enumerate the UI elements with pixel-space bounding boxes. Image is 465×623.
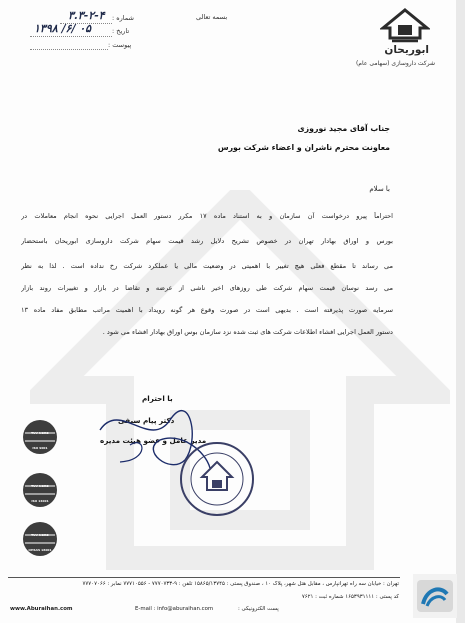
brand-subtitle: شرکت داروسازی (سهامی عام) xyxy=(355,60,435,67)
signatory-title: مدیر عامل و عضو هیئت مدیره xyxy=(100,436,207,445)
footer-divider xyxy=(8,577,400,578)
signatory-name: دکتر پیام سیفی xyxy=(118,416,175,425)
aburaihan-logo-icon xyxy=(380,8,430,48)
brand-name: ابوریحان xyxy=(384,44,429,56)
badge-sub: ISO 9001 xyxy=(32,446,48,450)
footer-postal: کد پستی : ۱۶۵۳۹۳۱۱۱۱ شماره ثبت : ۷۶۲۱ xyxy=(301,594,399,600)
date-label: تاریخ : xyxy=(112,27,130,35)
attachment-label: پیوست : xyxy=(108,41,132,49)
viewer-watermark xyxy=(413,574,457,618)
closing: با احترام xyxy=(142,394,173,403)
recipient-title: معاونت محترم ناشران و اعضاء شرکت بورس xyxy=(217,143,390,152)
number-value: ۳.۳-۲-۴ xyxy=(68,9,105,22)
viewer-logo-icon xyxy=(413,574,457,618)
body-line: احتراماً پیرو درخواست آن سازمان و به استناد ماده ۱۷ مکرر دستور العمل اجرایی نحوه انجام معاملات در xyxy=(21,212,393,220)
date-value: ۱۳۹۸ /۶/ ۰۵ xyxy=(34,22,92,35)
page-edge-shadow xyxy=(456,0,465,623)
body-line: می رسد نوسان قیمت سهام شرکت طی روزهای اخیر ناشی از عرضه و تقاضا در بازار و تغییرات روند بازار xyxy=(21,284,393,292)
badge-sub: OHSAS 18001 xyxy=(28,548,52,552)
company-seal-icon xyxy=(178,440,256,518)
footer-website: www.Aburaihan.com xyxy=(10,606,73,612)
body-line: می رساند تا مقطع فعلی هیچ تغییر با اهمیتی در وضعیت مالی یا عملکرد شرکت رخ نداده است . لذا به نظر xyxy=(21,262,393,270)
date-dots xyxy=(30,36,112,37)
salutation: با سلام xyxy=(369,185,390,193)
body-line: دستور العمل اجرایی افشاء اطلاعات شرکت های ثبت شده نزد سازمان بوس اوراق بهادار افشاء می شود . xyxy=(102,328,393,336)
footer-address: تهران : خیابان سه راه تهرانپارس ، مقابل هتل شهر، پلاک ۱۰ ، صندوق پستی : ۱۵۸۶۵/۱۳۷۴۵ تلفن : ۹-۷۷۷۰۷۳۳ - ۷۷۷۱۰۵۵۶ نمابر : ۷۷۷۰۷۰۶۶ xyxy=(82,581,399,587)
badge-label: TUV NORD xyxy=(31,484,49,488)
basmala: بسمه تعالی xyxy=(196,13,228,21)
body-line: بورس و اوراق بهادار تهران در خصوص تشریح دلایل رشد قیمت سهام شرکت داروسازی ابوریحان باستحضار xyxy=(21,237,393,245)
badge-sub: ISO 14001 xyxy=(31,499,49,503)
number-label: شماره : xyxy=(112,14,134,22)
attachment-dots xyxy=(30,49,108,50)
footer-email-label: پست الکترونیکی : xyxy=(238,606,279,612)
body-line: سرمایه صورت پذیرفته است . بدیهی است در صورت وقوع هر گونه رویداد با اهمیت مراتب مطابق مفاد ماده ۱۳ xyxy=(21,306,393,314)
badge-label: TUV NORD xyxy=(31,431,49,435)
badge-label: TUV NORD xyxy=(31,533,49,537)
recipient-name: جناب آقای مجید نوروزی xyxy=(297,124,390,133)
footer-email: E-mail : info@aburaihan.com xyxy=(135,606,214,612)
